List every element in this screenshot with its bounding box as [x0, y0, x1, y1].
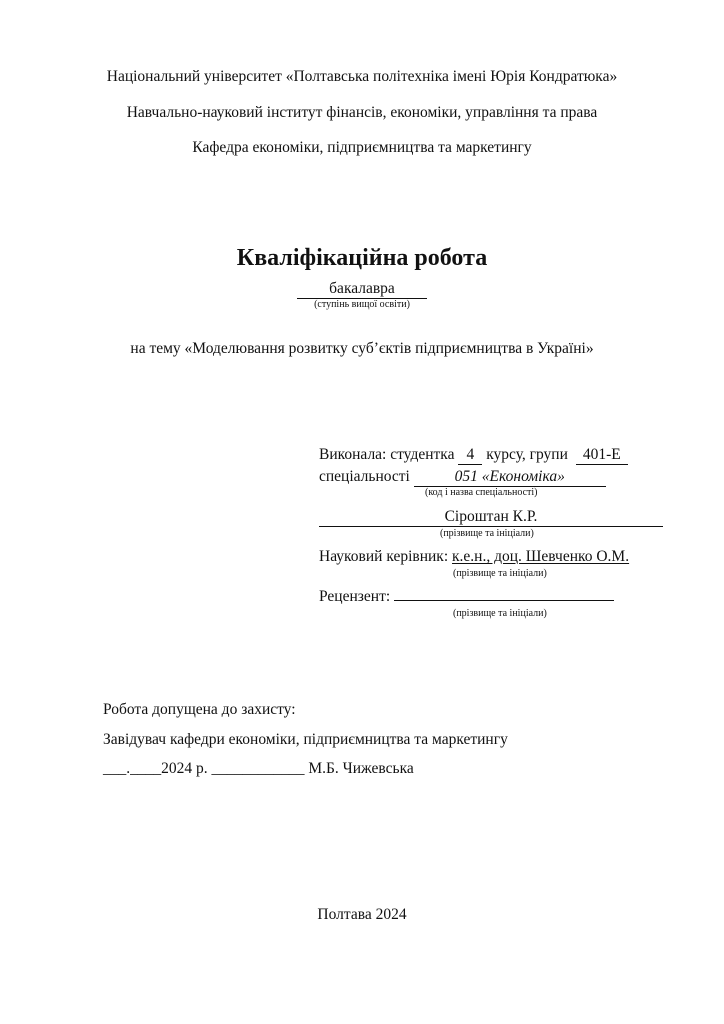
- student-name: Сіроштан К.Р.: [319, 508, 663, 527]
- group-value: 401-Е: [576, 446, 628, 465]
- degree-value: бакалавра: [297, 280, 427, 299]
- reviewer-blank: [394, 599, 614, 601]
- reviewer-line: [319, 588, 614, 606]
- supervisor-caption: (прізвище та ініціали): [453, 568, 547, 579]
- head-of-department-line: Завідувач кафедри економіки, підприємництва та маркетингу: [103, 731, 508, 748]
- specialty-line: [319, 468, 606, 487]
- supervisor-value: к.е.н., доц. Шевченко О.М.: [452, 548, 630, 565]
- performed-by-label: Виконала: студентка: [319, 446, 455, 463]
- course-number: 4: [458, 446, 482, 465]
- supervisor-label: Науковий керівник:: [319, 548, 449, 565]
- document-title: Кваліфікаційна робота: [236, 245, 488, 271]
- department-name: Кафедра економіки, підприємництва та маркетингу: [192, 139, 532, 156]
- course-label: курсу, групи: [486, 446, 568, 463]
- institute-name: Навчально-науковий інститут фінансів, економіки, управління та права: [126, 104, 598, 121]
- supervisor-line: [319, 548, 629, 566]
- degree-caption: (ступінь вищої освіти): [314, 299, 410, 310]
- specialty-value: 051 «Економіка»: [414, 468, 606, 487]
- specialty-label: спеціальності: [319, 468, 410, 485]
- university-name: Національний університет «Полтавська політехніка імені Юрія Кондратюка»: [106, 68, 618, 85]
- student-caption: (прізвище та ініціали): [440, 528, 534, 539]
- admitted-line: Робота допущена до захисту:: [103, 701, 296, 718]
- topic-line: на тему «Моделювання розвитку суб’єктів підприємництва в Україні»: [130, 340, 594, 357]
- specialty-caption: (код і назва спеціальності): [425, 487, 538, 498]
- signature-date-line: ___.____2024 р. ____________ М.Б. Чижевська: [103, 760, 414, 777]
- student-name-line: [319, 508, 663, 527]
- reviewer-caption: (прізвище та ініціали): [453, 608, 547, 619]
- city-year: Полтава 2024: [317, 906, 407, 923]
- reviewer-label: Рецензент:: [319, 588, 391, 605]
- degree-line: [0, 280, 724, 299]
- performed-by-line: [319, 446, 628, 465]
